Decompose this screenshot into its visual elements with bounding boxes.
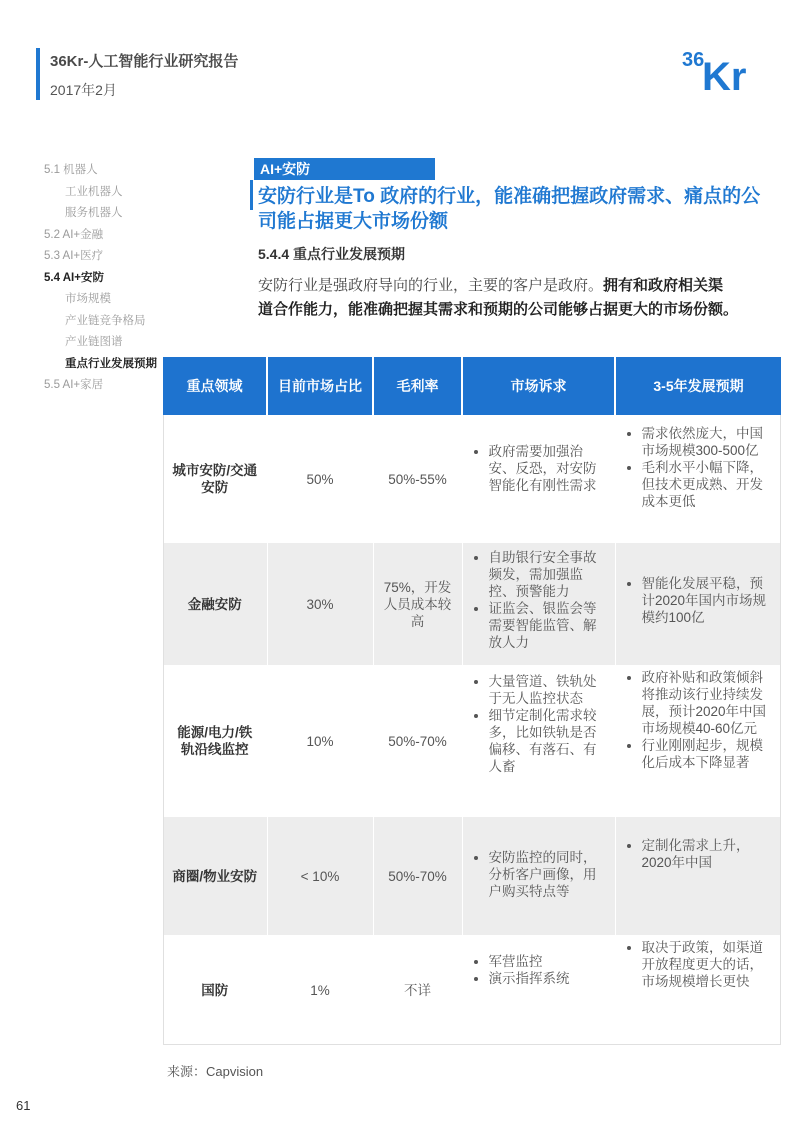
logo-36kr <box>682 44 766 99</box>
cell-share: 30% <box>267 543 373 665</box>
cell-outlook-list <box>624 669 776 771</box>
table-row <box>163 665 781 817</box>
subsection-heading: 5.4.4 重点行业发展预期 <box>258 246 406 262</box>
table-of-contents <box>44 160 164 397</box>
toc-item[interactable]: 重点行业发展预期 <box>65 357 157 370</box>
cell-demands <box>462 665 615 817</box>
intro-paragraph <box>258 274 738 322</box>
header-demands: 市场诉求 <box>462 357 615 415</box>
list-item: • 自助银行安全事故频发，需加强监控、预警能力 <box>489 549 609 600</box>
cell-outlook <box>615 665 781 817</box>
cell-area: 国防 <box>163 935 267 1045</box>
list-item: • 安防监控的同时，分析客户画像，用户购买特点等 <box>489 849 609 900</box>
headline-accent-bar <box>250 180 253 210</box>
report-title: 36Kr-人工智能行业研究报告 <box>50 53 239 70</box>
cell-demands <box>462 935 615 1045</box>
cell-demands-list <box>471 549 609 651</box>
cell-demands-list <box>471 953 609 987</box>
intro-text: 安防行业是强政府导向的行业，主要的客户是政府。 <box>258 277 604 294</box>
toc-item[interactable]: 5.2 AI+金融 <box>44 228 104 241</box>
report-date: 2017年2月 <box>50 82 117 98</box>
cell-area: 商圈/物业安防 <box>163 817 267 935</box>
toc-item[interactable]: 5.1 机器人 <box>44 164 98 176</box>
toc-item[interactable]: 5.3 AI+医疗 <box>44 250 104 262</box>
cell-outlook-list <box>624 837 776 871</box>
cell-outlook-list <box>624 575 776 626</box>
logo-36kr-icon <box>682 44 766 94</box>
page-headline: 安防行业是To 政府的行业，能准确把握政府需求、痛点的公司能占据更大市场份额 <box>258 186 761 232</box>
page-number: 61 <box>16 1098 31 1113</box>
cell-share: 10% <box>267 665 373 817</box>
cell-margin: 50%-70% <box>373 665 462 817</box>
toc-item[interactable]: 产业链图谱 <box>65 336 123 348</box>
toc-item[interactable]: 工业机器人 <box>65 185 123 198</box>
list-item: • 智能化发展平稳，预计2020年国内市场规模约100亿 <box>642 575 776 626</box>
cell-share: < 10% <box>267 817 373 935</box>
table-row <box>163 543 781 665</box>
svg-text:Kr: Kr <box>702 55 747 94</box>
table-row <box>163 817 781 935</box>
list-item: • 大量管道、铁轨处于无人监控状态 <box>489 673 609 707</box>
toc-item[interactable]: 产业链竞争格局 <box>65 314 146 327</box>
list-item: • 演示指挥系统 <box>489 970 609 987</box>
cell-area: 金融安防 <box>163 543 267 665</box>
toc-item[interactable]: 市场规模 <box>65 293 111 305</box>
cell-demands <box>462 817 615 935</box>
list-item: • 细节定制化需求较多，比如铁轨是否偏移、有落石、有人畜 <box>489 707 609 775</box>
cell-outlook <box>615 543 781 665</box>
cell-share: 1% <box>267 935 373 1045</box>
cell-area: 城市安防/交通安防 <box>163 415 267 543</box>
cell-outlook <box>615 935 781 1045</box>
section-tag: AI+安防 <box>254 158 435 180</box>
cell-outlook-list <box>624 425 776 510</box>
list-item: • 政府补贴和政策倾斜将推动该行业持续发展，预计2020年中国市场规模40-60亿元 <box>642 669 776 737</box>
table-header-row <box>163 357 781 415</box>
list-item: • 取决于政策，如渠道开放程度更大的话，市场规模增长更快 <box>642 939 776 990</box>
table-row <box>163 935 781 1045</box>
header-outlook: 3-5年发展预期 <box>615 357 781 415</box>
cell-demands <box>462 543 615 665</box>
list-item: • 需求依然庞大，中国市场规模300-500亿 <box>642 425 776 459</box>
cell-margin: 50%-70% <box>373 817 462 935</box>
toc-item[interactable]: 服务机器人 <box>65 207 123 219</box>
cell-area: 能源/电力/铁轨沿线监控 <box>163 665 267 817</box>
cell-margin: 50%-55% <box>373 415 462 543</box>
cell-demands <box>462 415 615 543</box>
cell-margin: 不详 <box>373 935 462 1045</box>
cell-demands-list <box>471 673 609 775</box>
header-share: 目前市场占比 <box>267 357 373 415</box>
table-row <box>163 415 781 543</box>
list-item: • 行业刚刚起步，规模化后成本下降显著 <box>642 737 776 771</box>
list-item: • 军营监控 <box>489 953 609 970</box>
cell-margin: 75%，开发人员成本较高 <box>373 543 462 665</box>
intro-bold-text: 拥有和政府相关渠道合作能力，能准确把握其需求和预期的公司能够占据更大的市场份额。 <box>258 277 739 318</box>
list-item: • 政府需要加强治安、反恐，对安防智能化有刚性需求 <box>489 443 609 494</box>
cell-share: 50% <box>267 415 373 543</box>
cell-outlook <box>615 817 781 935</box>
svg-text:36: 36 <box>682 49 705 71</box>
list-item: • 证监会、银监会等需要智能监管、解放人力 <box>489 600 609 651</box>
source-note: 来源：Capvision <box>167 1064 264 1079</box>
cell-outlook-list <box>624 939 776 990</box>
list-item: • 毛利水平小幅下降，但技术更成熟、开发成本更低 <box>642 459 776 510</box>
header-margin: 毛利率 <box>373 357 462 415</box>
cell-outlook <box>615 415 781 543</box>
industry-outlook-table <box>163 357 781 1045</box>
cell-demands-list <box>471 849 609 900</box>
cell-demands-list <box>471 443 609 494</box>
header-area: 重点领域 <box>163 357 267 415</box>
toc-item[interactable]: 5.4 AI+安防 <box>44 271 104 284</box>
toc-item[interactable]: 5.5 AI+家居 <box>44 379 104 391</box>
header-accent-bar <box>36 48 40 100</box>
list-item: • 定制化需求上升，2020年中国 <box>642 837 776 871</box>
